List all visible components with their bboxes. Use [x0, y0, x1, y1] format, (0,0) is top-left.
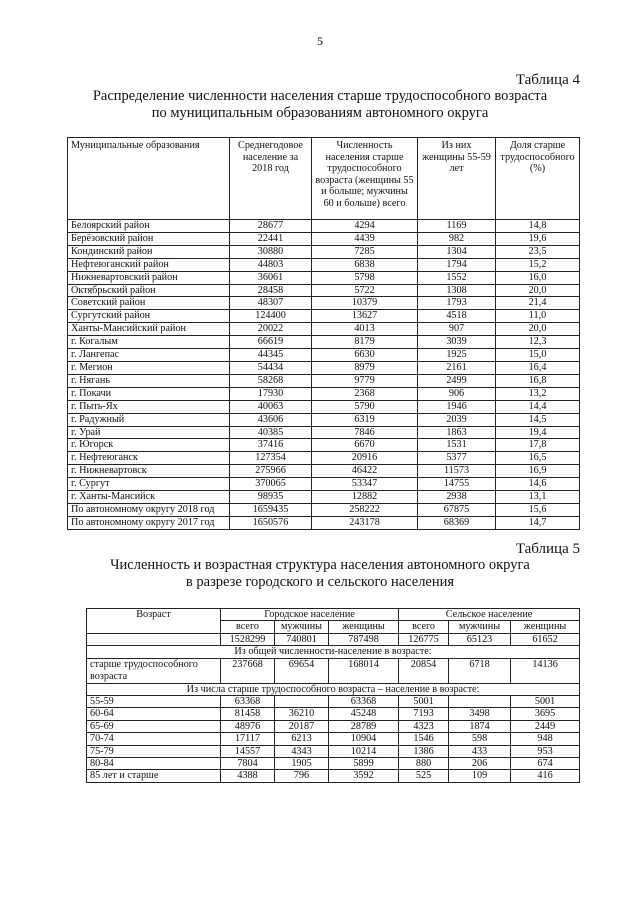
table4-municipality-cell: г. Нягань [68, 374, 230, 387]
table4-value-cell: 1304 [418, 245, 496, 258]
table4-row [68, 465, 580, 478]
table4-municipality-cell: г. Нижневартовск [68, 465, 230, 478]
table4-header-row [68, 138, 580, 220]
table4-municipality-cell: Сургутский район [68, 310, 230, 323]
table4-value-cell: 23,5 [496, 245, 580, 258]
table4-row [68, 439, 580, 452]
table4-value-cell: 68369 [418, 516, 496, 529]
table5-cell: 4323 [399, 720, 449, 732]
table5-cell: 7193 [399, 708, 449, 720]
table4-value-cell: 16,8 [496, 374, 580, 387]
table4-value-cell: 4518 [418, 310, 496, 323]
table5-cell: 10214 [329, 745, 399, 757]
table4-value-cell: 14,8 [496, 220, 580, 233]
table4-value-cell: 906 [418, 387, 496, 400]
table5-cell: 237668 [221, 658, 275, 683]
table4-value-cell: 12882 [312, 491, 418, 504]
table5-cell: 598 [449, 733, 511, 745]
table5-cell: 5001 [399, 696, 449, 708]
table5-group-header-row [87, 609, 580, 621]
table4-header-municipality: Муниципальные образования [68, 138, 230, 220]
table4-value-cell: 1659435 [230, 503, 312, 516]
table4-value-cell: 1863 [418, 426, 496, 439]
table4-value-cell: 40385 [230, 426, 312, 439]
table5-section1-row [87, 646, 580, 658]
table4-row [68, 258, 580, 271]
table4-value-cell: 8979 [312, 361, 418, 374]
table5-cell: 1386 [399, 745, 449, 757]
table5-title [60, 557, 580, 591]
table4-title-line2: по муниципальным образованиям автономного округа [151, 105, 489, 121]
table4-row [68, 310, 580, 323]
table4-row [68, 452, 580, 465]
table5-above-working-age-row [87, 658, 580, 683]
table5-cell: 126775 [399, 633, 449, 645]
table4-value-cell: 66619 [230, 336, 312, 349]
table5-cell: 61652 [511, 633, 580, 645]
table4-value-cell: 22441 [230, 232, 312, 245]
table5-age-label-cell: 60-64 [87, 708, 221, 720]
table4-header-avg-population: Среднегодовое население за 2018 год [230, 138, 312, 220]
table5-cell: 45248 [329, 708, 399, 720]
table4-value-cell: 8179 [312, 336, 418, 349]
table4-row [68, 336, 580, 349]
table4-value-cell: 14,5 [496, 413, 580, 426]
table5-header-urban: Городское население [221, 609, 399, 621]
table4-value-cell: 28677 [230, 220, 312, 233]
table5-cell: 3592 [329, 770, 399, 782]
table4-value-cell: 17930 [230, 387, 312, 400]
table5-cell: 6718 [449, 658, 511, 683]
table4-value-cell: 5377 [418, 452, 496, 465]
table4-value-cell: 20,0 [496, 284, 580, 297]
table5-cell: 36210 [275, 708, 329, 720]
table5-cell: 3695 [511, 708, 580, 720]
table5-age-label-cell: 80-84 [87, 758, 221, 770]
table4-value-cell: 48307 [230, 297, 312, 310]
table5-age-body [87, 696, 580, 783]
table4-population-by-municipality [67, 137, 580, 530]
table5-cell [449, 696, 511, 708]
table4-row [68, 413, 580, 426]
table4-value-cell: 370065 [230, 478, 312, 491]
table5-cell: 69654 [275, 658, 329, 683]
table4-municipality-cell: г. Ханты-Мансийск [68, 491, 230, 504]
table5-sub-urban-female: женщины [329, 621, 399, 633]
table5-cell: 109 [449, 770, 511, 782]
table5-age-row [87, 708, 580, 720]
table4-row [68, 232, 580, 245]
table4-value-cell: 15,2 [496, 258, 580, 271]
table4-value-cell: 36061 [230, 271, 312, 284]
table4-value-cell: 14,7 [496, 516, 580, 529]
table4-row [68, 361, 580, 374]
table5-cell: 81458 [221, 708, 275, 720]
table5-cell: 433 [449, 745, 511, 757]
table4-value-cell: 1169 [418, 220, 496, 233]
table4-value-cell: 1650576 [230, 516, 312, 529]
table4-municipality-cell: г. Мегион [68, 361, 230, 374]
table5-cell: 7804 [221, 758, 275, 770]
table4-municipality-cell: г. Пыть-Ях [68, 400, 230, 413]
table4-row [68, 297, 580, 310]
table4-value-cell: 16,4 [496, 361, 580, 374]
table4-value-cell: 243178 [312, 516, 418, 529]
table5-cell: 20854 [399, 658, 449, 683]
table4-value-cell: 54434 [230, 361, 312, 374]
table5-totals-row [87, 633, 580, 645]
table5-cell: 17117 [221, 733, 275, 745]
table5-cell: 168014 [329, 658, 399, 683]
table5-age-structure [86, 608, 580, 783]
table5-cell: 14136 [511, 658, 580, 683]
table5-sub-urban-male: мужчины [275, 621, 329, 633]
table5-cell: 14557 [221, 745, 275, 757]
table4-row [68, 503, 580, 516]
table5-cell: 953 [511, 745, 580, 757]
table5-cell: 4388 [221, 770, 275, 782]
table5-cell: 2449 [511, 720, 580, 732]
table4-value-cell: 11573 [418, 465, 496, 478]
table4-value-cell: 6838 [312, 258, 418, 271]
table5-section1-label: Из общей численности-население в возрасте: [87, 646, 580, 658]
table5-age-row [87, 758, 580, 770]
table4-value-cell: 7285 [312, 245, 418, 258]
table5-sub-rural-total: всего [399, 621, 449, 633]
table5-cell: 65123 [449, 633, 511, 645]
table4-value-cell: 4013 [312, 323, 418, 336]
table4-municipality-cell: г. Нефтеюганск [68, 452, 230, 465]
table4-value-cell: 982 [418, 232, 496, 245]
table5-cell: 206 [449, 758, 511, 770]
table4-value-cell: 5722 [312, 284, 418, 297]
table4-value-cell: 258222 [312, 503, 418, 516]
table4-row [68, 271, 580, 284]
table4-value-cell: 1794 [418, 258, 496, 271]
table4-value-cell: 6630 [312, 349, 418, 362]
table4-value-cell: 58268 [230, 374, 312, 387]
table4-value-cell: 20,0 [496, 323, 580, 336]
table4-value-cell: 907 [418, 323, 496, 336]
table5-cell: 48976 [221, 720, 275, 732]
table4-value-cell: 1308 [418, 284, 496, 297]
table5-cell: 1905 [275, 758, 329, 770]
table4-municipality-cell: г. Покачи [68, 387, 230, 400]
table4-value-cell: 46422 [312, 465, 418, 478]
table4-municipality-cell: г. Лангепас [68, 349, 230, 362]
table4-value-cell: 5798 [312, 271, 418, 284]
table4-value-cell: 2938 [418, 491, 496, 504]
table4-value-cell: 7846 [312, 426, 418, 439]
table4-row [68, 478, 580, 491]
table4-value-cell: 15,0 [496, 349, 580, 362]
table4-value-cell: 12,3 [496, 336, 580, 349]
table4-value-cell: 11,0 [496, 310, 580, 323]
table4-value-cell: 40063 [230, 400, 312, 413]
table5-cell: 1874 [449, 720, 511, 732]
table4-municipality-cell: Кондинский район [68, 245, 230, 258]
table4-row [68, 245, 580, 258]
table5-cell: 20187 [275, 720, 329, 732]
table4-value-cell: 16,9 [496, 465, 580, 478]
table4-row [68, 284, 580, 297]
table4-value-cell: 30880 [230, 245, 312, 258]
table5-cell: 3498 [449, 708, 511, 720]
table5-cell: 28789 [329, 720, 399, 732]
table4-value-cell: 13,1 [496, 491, 580, 504]
table4-municipality-cell: Берёзовский район [68, 232, 230, 245]
table4-value-cell: 28458 [230, 284, 312, 297]
table4-municipality-cell: г. Когалым [68, 336, 230, 349]
table5-age-row [87, 733, 580, 745]
table4-value-cell: 1793 [418, 297, 496, 310]
table5-cell: 416 [511, 770, 580, 782]
table4-value-cell: 15,6 [496, 503, 580, 516]
table5-age-label-cell: 85 лет и старше [87, 770, 221, 782]
table4-value-cell: 14755 [418, 478, 496, 491]
table4-value-cell: 14,4 [496, 400, 580, 413]
table4-label: Таблица 4 [515, 72, 580, 88]
table4-value-cell: 14,6 [496, 478, 580, 491]
table4-value-cell: 6319 [312, 413, 418, 426]
table4-value-cell: 10379 [312, 297, 418, 310]
table5-age-label-cell: 65-69 [87, 720, 221, 732]
table4-value-cell: 53347 [312, 478, 418, 491]
table4-value-cell: 127354 [230, 452, 312, 465]
table4-value-cell: 2039 [418, 413, 496, 426]
table4-value-cell: 13,2 [496, 387, 580, 400]
table5-header-rural: Сельское население [399, 609, 580, 621]
table5-cell: 5001 [511, 696, 580, 708]
table4-municipality-cell: Белоярский район [68, 220, 230, 233]
table4-municipality-cell: Ханты-Мансийский район [68, 323, 230, 336]
table5-age-label-cell: 70-74 [87, 733, 221, 745]
table4-value-cell: 44345 [230, 349, 312, 362]
table4-value-cell: 37416 [230, 439, 312, 452]
table5-cell: 63368 [221, 696, 275, 708]
table5-title-line1: Численность и возрастная структура населения автономного округа [110, 557, 530, 573]
table4-value-cell: 5790 [312, 400, 418, 413]
table4-body [68, 220, 580, 530]
table4-row [68, 220, 580, 233]
table4-value-cell: 6670 [312, 439, 418, 452]
table4-value-cell: 1531 [418, 439, 496, 452]
table4-value-cell: 44803 [230, 258, 312, 271]
table4-value-cell: 3039 [418, 336, 496, 349]
table4-value-cell: 19,6 [496, 232, 580, 245]
table4-row [68, 387, 580, 400]
table5-cell: 1528299 [221, 633, 275, 645]
table4-row [68, 516, 580, 529]
table4-municipality-cell: г. Радужный [68, 413, 230, 426]
table4-row [68, 491, 580, 504]
table5-age-label-cell: 75-79 [87, 745, 221, 757]
table5-sub-rural-male: мужчины [449, 621, 511, 633]
table4-row [68, 349, 580, 362]
table4-municipality-cell: Октябрьский район [68, 284, 230, 297]
table4-value-cell: 16,5 [496, 452, 580, 465]
table4-value-cell: 4294 [312, 220, 418, 233]
table4-municipality-cell: Нижневартовский район [68, 271, 230, 284]
table4-value-cell: 43606 [230, 413, 312, 426]
table4-value-cell: 98935 [230, 491, 312, 504]
table4-municipality-cell: По автономному округу 2017 год [68, 516, 230, 529]
table5-age-row [87, 720, 580, 732]
table5-cell: 4343 [275, 745, 329, 757]
table4-value-cell: 1552 [418, 271, 496, 284]
table4-value-cell: 1925 [418, 349, 496, 362]
table4-value-cell: 2161 [418, 361, 496, 374]
table4-municipality-cell: г. Урай [68, 426, 230, 439]
table4-header-women-55-59: Из них женщины 55-59 лет [418, 138, 496, 220]
table4-row [68, 323, 580, 336]
table5-cell: 1546 [399, 733, 449, 745]
table5-section2-label: Из числа старше трудоспособного возраста – население в возрасте: [87, 683, 580, 695]
table4-municipality-cell: Советский район [68, 297, 230, 310]
table4-value-cell: 275966 [230, 465, 312, 478]
table5-cell: 63368 [329, 696, 399, 708]
table5-header-age: Возраст [87, 609, 221, 634]
table5-cell [275, 696, 329, 708]
table4-row [68, 426, 580, 439]
table4-value-cell: 17,8 [496, 439, 580, 452]
table5-age-row [87, 770, 580, 782]
table4-value-cell: 2368 [312, 387, 418, 400]
table4-value-cell: 67875 [418, 503, 496, 516]
table5-cell: 10904 [329, 733, 399, 745]
table5-age-row [87, 745, 580, 757]
table4-value-cell: 124400 [230, 310, 312, 323]
table5-cell: 674 [511, 758, 580, 770]
table5-sub-urban-total: всего [221, 621, 275, 633]
table4-header-share-percent: Доля старше трудоспособного (%) [496, 138, 580, 220]
table5-cell: 525 [399, 770, 449, 782]
table5-label: Таблица 5 [515, 541, 580, 557]
table4-value-cell: 13627 [312, 310, 418, 323]
table4-title [60, 88, 580, 122]
table4-value-cell: 20022 [230, 323, 312, 336]
table5-cell: 796 [275, 770, 329, 782]
table5-cell: 948 [511, 733, 580, 745]
table5-totals-age-cell [87, 633, 221, 645]
table4-value-cell: 9779 [312, 374, 418, 387]
table4-value-cell: 19,4 [496, 426, 580, 439]
table5-cell: 880 [399, 758, 449, 770]
table5-sub-rural-female: женщины [511, 621, 580, 633]
table5-age-row [87, 696, 580, 708]
table4-value-cell: 2499 [418, 374, 496, 387]
table4-municipality-cell: г. Югорск [68, 439, 230, 452]
table5-title-line2: в разрезе городского и сельского населения [185, 574, 455, 590]
table4-value-cell: 16,0 [496, 271, 580, 284]
table4-header-above-working-age: Численность населения старше трудоспособного возраста (женщины 55 и больше; мужчины 60 и больше) всего [312, 138, 418, 220]
table4-row [68, 374, 580, 387]
table5-age-label-cell: 55-59 [87, 696, 221, 708]
table5-cell: 787498 [329, 633, 399, 645]
table4-value-cell: 21,4 [496, 297, 580, 310]
table4-title-line1: Распределение численности населения старше трудоспособного возраста [92, 88, 548, 104]
table4-municipality-cell: По автономному округу 2018 год [68, 503, 230, 516]
table4-municipality-cell: Нефтеюганский район [68, 258, 230, 271]
table4-value-cell: 4439 [312, 232, 418, 245]
table5-cell: 6213 [275, 733, 329, 745]
table5-cell: 5899 [329, 758, 399, 770]
table5-section2-row [87, 683, 580, 695]
table4-row [68, 400, 580, 413]
table5-above-age-label: старше трудоспособного возраста [87, 658, 221, 683]
page-number: 5 [317, 34, 323, 48]
table5-cell: 740801 [275, 633, 329, 645]
table4-value-cell: 20916 [312, 452, 418, 465]
table4-municipality-cell: г. Сургут [68, 478, 230, 491]
table4-value-cell: 1946 [418, 400, 496, 413]
